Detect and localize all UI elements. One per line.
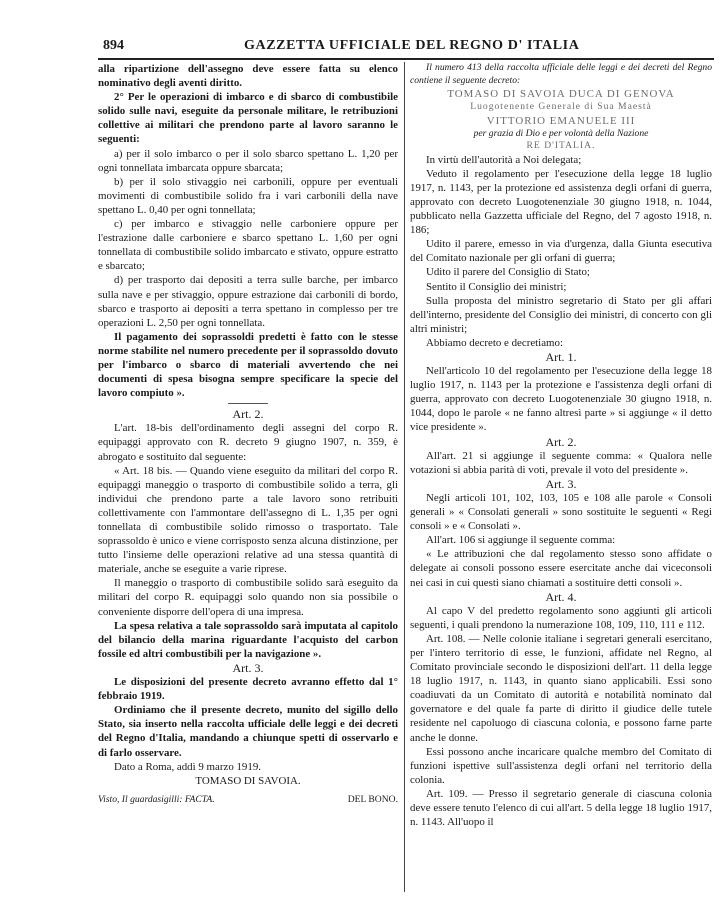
paragraph: Nell'articolo 10 del regolamento per l'esecuzione della legge 18 luglio 1917, n. 1143 per la protezione e l'assistenza degli orfani di guerra, approvato con decreto Luogotenenziale 30 giugno 1918, n. 1044, dopo le parole « ne fanno altresì parte » si aggiunge « il detto vice presidente ». <box>410 365 712 434</box>
article-heading: Art. 3. <box>232 660 264 675</box>
paragraph: Il pagamento dei soprassoldi predetti è fatto con le stesse norme stabilite nel numero precedente per il soprassoldo dovuto per l'imbarco o sbarco di materiali avvertendo che nei documenti di spesa bisogna sempre specificare la specie del lavoro compiuto ». <box>98 330 398 400</box>
minister-signature: DEL BONO. <box>347 793 398 805</box>
column-divider <box>404 62 405 892</box>
paragraph: « Le attribuzioni che dal regolamento stesso sono affidate o delegate ai consoli possono essere esercitate anche dai viceconsoli nei casi in cui questi siano chiamati a sostituire detti consoli ». <box>410 548 712 589</box>
article-heading: Art. 2. <box>545 434 577 449</box>
decree-heading: Luogotenente Generale di Sua Maestà <box>470 101 652 113</box>
paragraph: All'art. 106 si aggiunge il seguente comma: <box>426 534 616 547</box>
decree-heading: per grazia di Dio e per volontà della Nazione <box>473 127 649 139</box>
paragraph: c) per imbarco e stivaggio nelle carboniere oppure per l'estrazione dalle carboniere e sbarco spettano L. 1,60 per ogni tonnellata di combustibile solido imbarcato e stivato, oppure estratto e sbarcato; <box>98 218 398 273</box>
signatory: TOMASO DI SAVOIA. <box>195 774 301 787</box>
decree-heading: TOMASO DI SAVOIA DUCA DI GENOVA <box>447 88 675 100</box>
paragraph: Essi possono anche incaricare qualche membro del Comitato di funzioni ispettive sull'assistenza degli orfani nel territorio della colonia. <box>410 745 712 786</box>
paragraph: d) per trasporto dai depositi a terra sulle barche, per imbarco sulla nave e per stivaggio, oppure estrazione dai carbonili di bordo, sbarco e trasporto ai depositi a terra spettano in complesso per tre operazioni L. 2,50 per ogni tonnellata. <box>98 274 398 329</box>
paragraph: Ordiniamo che il presente decreto, munito del sigillo dello Stato, sia inserto nella raccolta ufficiale delle leggi e dei decreti del Regno d'Italia, mandando a chiunque spetti di osservarlo e di farlo osservare. <box>98 704 398 759</box>
decree-heading: VITTORIO EMANUELE III <box>486 114 636 127</box>
decree-intro: Il numero 413 della raccolta ufficiale delle leggi e dei decreti del Regno contiene il seguente decreto: <box>410 62 712 86</box>
paragraph: alla ripartizione dell'assegno deve essere fatta su elenco nominativo degli aventi diritto. <box>98 63 398 90</box>
page-header <box>0 0 720 58</box>
paragraph: Al capo V del predetto regolamento sono aggiunti gli articoli seguenti, i quali prendono la numerazione 108, 109, 110, 111 e 112. <box>410 604 712 631</box>
paragraph: Sentito il Consiglio dei ministri; <box>426 280 567 293</box>
right-column <box>410 62 712 829</box>
article-heading: Art. 3. <box>545 476 577 491</box>
countersign-row <box>98 794 398 807</box>
visto-line: Visto, Il guardasigilli: FACTA. <box>98 793 215 805</box>
paragraph: Art. 109. — Presso il segretario generale di ciascuna colonia deve essere tenuto l'elenco di cui all'art. 5 della legge 18 luglio 1917, n. 1143. All'uopo il <box>410 787 712 829</box>
page-number: 894 <box>103 38 124 53</box>
gazette-title: GAZZETTA UFFICIALE DEL REGNO D' ITALIA <box>244 38 580 53</box>
paragraph: In virtù dell'autorità a Noi delegata; <box>426 153 582 166</box>
paragraph: Udito il parere del Consiglio di Stato; <box>426 266 590 279</box>
article-heading: Art. 2. <box>232 407 264 422</box>
paragraph: Abbiamo decreto e decretiamo: <box>426 336 563 349</box>
paragraph: 2° Per le operazioni di imbarco e di sbarco di combustibile solido sulle navi, eseguite da personale militare, le retribuzioni collettive ai militari che prendono parte al lavoro saranno le seguenti: <box>98 91 398 146</box>
paragraph: L'art. 18-bis dell'ordinamento degli assegni del corpo R. equipaggi approvato con R. decreto 9 giugno 1907, n. 359, è abrogato e sostituito dal seguente: <box>98 422 398 463</box>
paragraph: La spesa relativa a tale soprassoldo sarà imputata al capitolo del bilancio della marina riguardante l'acquisto del carbon fossile ed altri combustibili per la navigazione ». <box>98 619 398 660</box>
article-heading: Art. 4. <box>545 589 577 604</box>
header-rule <box>98 58 714 60</box>
date-line: Dato a Roma, addì 9 marzo 1919. <box>114 760 261 773</box>
paragraph: Il maneggio o trasporto di combustibile solido sarà eseguito da militari del corpo R. equipaggi solo quando non sia possibile o conveniente disporre dell'opera di una impresa. <box>98 577 398 618</box>
paragraph: Negli articoli 101, 102, 103, 105 e 108 alle parole « Consoli generali » « Consolati generali » sono sostituite le seguenti « Regi consoli » e « Consolati ». <box>410 491 712 533</box>
article-heading: Art. 1. <box>545 350 577 364</box>
left-column <box>98 62 398 806</box>
paragraph: b) per il solo stivaggio nei carbonili, oppure per eventuali movimenti di combustibile solido fra i vari carbonili della nave spettano L. 0,40 per ogni tonnellata; <box>98 175 398 216</box>
paragraph: Le disposizioni del presente decreto avranno effetto dal 1° febbraio 1919. <box>98 676 398 703</box>
paragraph: All'art. 21 si aggiunge il seguente comma: « Qualora nelle votazioni si abbia parità di voti, prevale il voto del presidente ». <box>410 449 712 476</box>
paragraph: a) per il solo imbarco o per il solo sbarco spettano L. 1,20 per ogni tonnellata imbarcata oppure sbarcata; <box>98 147 398 174</box>
separator <box>228 403 268 404</box>
paragraph: Art. 108. — Nelle colonie italiane i segretari generali esercitano, per l'intero territorio di esse, le funzioni, affidate nel Regno, al Comitato provinciale secondo le disposizioni dell'art. 11 della legge 18 luglio 1917, n. 1143, in quanto siano applicabili. Essi sono coadiuvati da un Comitato di autorità e notabilità nominato dal governatore e del quale fa parte di diritto il giudice delle tutele residente nel capoluogo di ciascuna colonia, e possono farne parte anche le donne. <box>410 632 712 744</box>
decree-heading: RE D'ITALIA. <box>526 140 596 152</box>
paragraph: Udito il parere, emesso in via d'urgenza, dalla Giunta esecutiva del Comitato nazionale per gli orfani di guerra; <box>410 238 712 265</box>
paragraph: Veduto il regolamento per l'esecuzione della legge 18 luglio 1917, n. 1143, per la protezione ed assistenza degli orfani di guerra, approvato con decreto Luogotenenziale 30 giugno 1918, n. 1044, pubblicato nella Gazzetta ufficiale del Regno, del 7 agosto 1918, n. 186; <box>410 167 712 237</box>
paragraph: Sulla proposta del ministro segretario di Stato per gli affari dell'interno, presidente del Consiglio dei ministri, di concerto con gli altri ministri; <box>410 294 712 335</box>
paragraph: « Art. 18 bis. — Quando viene eseguito da militari del corpo R. equipaggi maneggio o trasporto di combustibile solido a terra, gli individui che prendono parte a tale lavoro sono retribuiti collettivamente con l'ammontare dell'assegno di L. 1,35 per ogni tonnellata di combustibile solido rimosso o trasportato. Tale soprassoldo è unico e viene corrisposto senza alcuna distinzione, per tutto l'insieme delle operazioni relative ad una stessa quantità di materiale, anche se eseguite a varie riprese. <box>98 464 398 576</box>
